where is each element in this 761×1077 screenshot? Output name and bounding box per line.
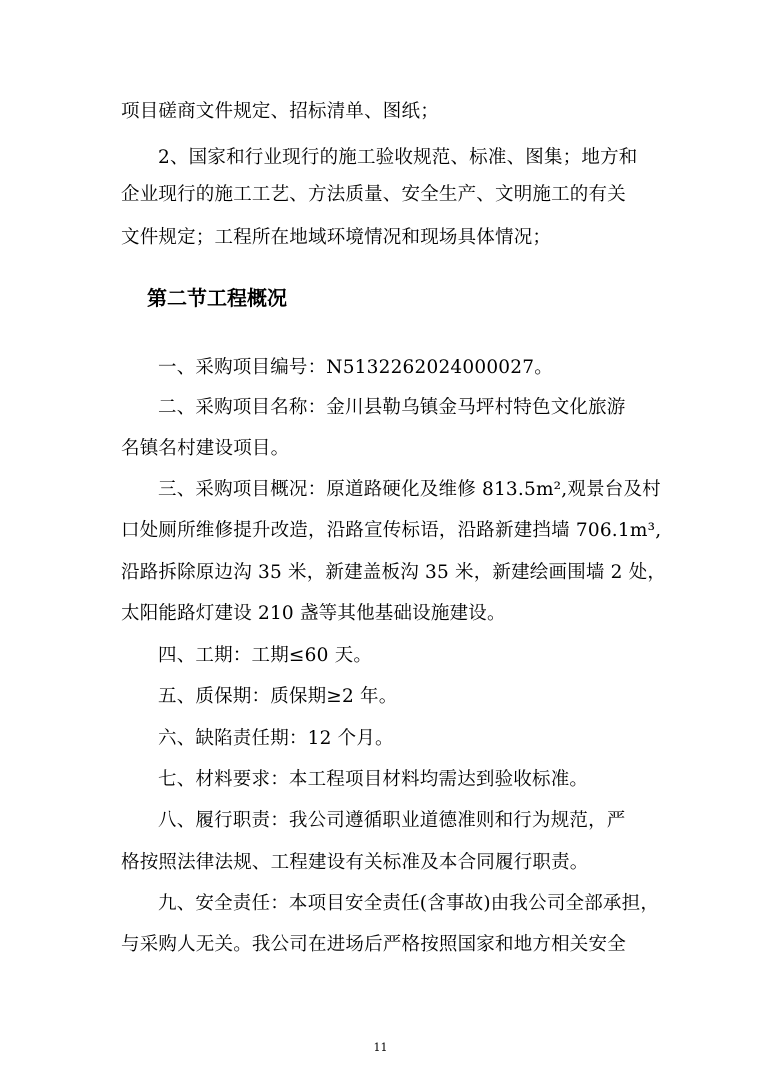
list-item-line: 四、工期：工期≤60 天。 [158, 645, 373, 666]
paragraph-line: 项目磋商文件规定、招标清单、图纸； [121, 101, 439, 122]
list-item-line: 沿路拆除原边沟 35 米，新建盖板沟 35 米，新建绘画围墙 2 处， [121, 562, 667, 583]
page-number: 11 [373, 1041, 388, 1054]
paragraph-line: 企业现行的施工工艺、方法质量、安全生产、文明施工的有关 [121, 184, 626, 205]
list-item-line: 二、采购项目名称：金川县勒乌镇金马坪村特色文化旅游 [158, 397, 626, 418]
paragraph-line: 2、国家和行业现行的施工验收规范、标准、图集；地方和 [158, 147, 638, 168]
list-item-line: 六、缺陷责任期：12 个月。 [158, 728, 394, 749]
list-item-line: 九、安全责任：本项目安全责任(含事故)由我公司全部承担， [158, 893, 660, 914]
list-item-line: 太阳能路灯建设 210 盏等其他基础设施建设。 [121, 603, 506, 624]
list-item-line: 三、采购项目概况：原道路硬化及维修 813.5m²,观景台及村 [158, 479, 661, 500]
list-item-line: 七、材料要求：本工程项目材料均需达到验收标准。 [158, 769, 589, 790]
list-item-line: 口处厕所维修提升改造，沿路宣传标语，沿路新建挡墙 706.1m³, [121, 520, 662, 541]
list-item-line: 一、采购项目编号：N5132262024000027。 [158, 357, 553, 378]
section-heading: 第二节工程概况 [147, 286, 287, 310]
list-item-line: 八、履行职责：我公司遵循职业道德准则和行为规范，严 [158, 810, 626, 831]
list-item-line: 五、质保期：质保期≥2 年。 [158, 686, 398, 707]
list-item-line: 名镇名村建设项目。 [121, 438, 290, 459]
paragraph-line: 文件规定；工程所在地域环境情况和现场具体情况； [121, 227, 552, 248]
list-item-line: 格按照法律法规、工程建设有关标准及本合同履行职责。 [121, 852, 589, 873]
list-item-line: 与采购人无关。我公司在进场后严格按照国家和地方相关安全 [121, 934, 626, 955]
